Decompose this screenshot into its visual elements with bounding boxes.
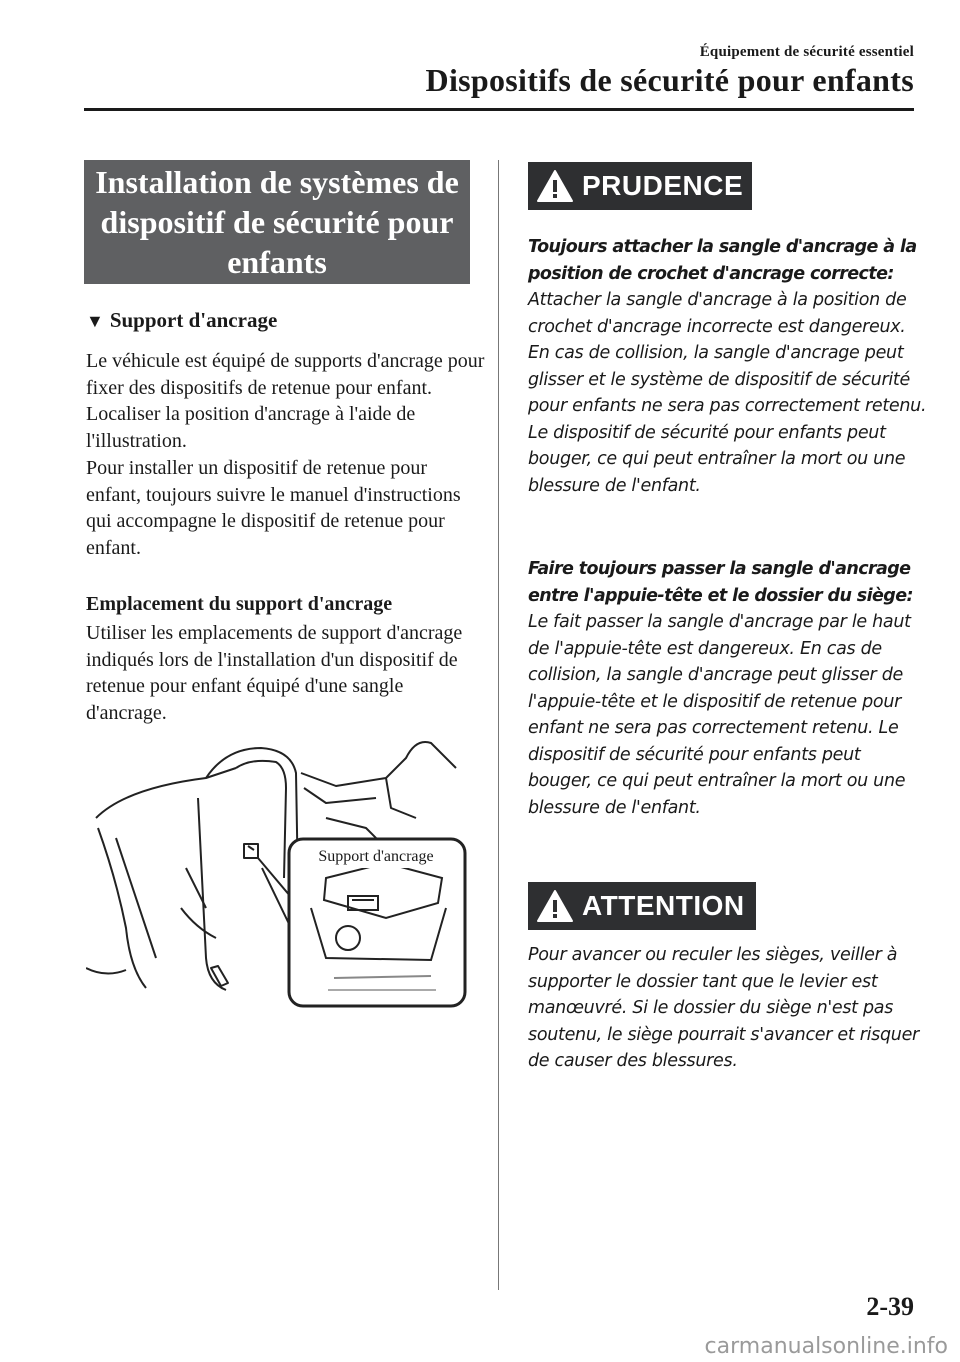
triangle-down-icon: ▼ xyxy=(86,311,104,331)
warning-title: Toujours attacher la sangle d'ancrage à la position de crochet d'ancrage correcte: xyxy=(528,237,917,284)
caution-badge xyxy=(528,162,752,210)
section-heading-line: enfants xyxy=(227,244,327,280)
column-divider xyxy=(498,160,499,1290)
illustration-label: Support d'ancrage xyxy=(318,848,434,865)
warning-triangle-icon xyxy=(536,889,574,923)
warning-triangle-icon xyxy=(536,169,574,203)
header-divider xyxy=(84,108,914,111)
paragraph: Le véhicule est équipé de supports d'ancrage pour fixer des dispositifs de retenue pour enfant. Localiser la position d'ancrage à l'aide de l'illustration. xyxy=(86,350,485,452)
bold-heading: Emplacement du support d'ancrage xyxy=(86,593,393,615)
section-heading-line: dispositif de sécurité pour xyxy=(100,204,454,240)
section-heading xyxy=(84,160,470,284)
caution-label: PRUDENCE xyxy=(582,170,744,201)
watermark: carmanualsonline.info xyxy=(704,1334,948,1359)
warning-block xyxy=(528,234,928,499)
attention-label: ATTENTION xyxy=(582,890,745,921)
subheading xyxy=(86,308,277,333)
warning-text: Le fait passer la sangle d'ancrage par le haut de l'appuie-tête est dangereux. En cas de collision, la sangle d'ancrage peut glisser de l'appuie-tête et le dispositif de retenue pour enfant ne sera pas correctement retenu. Le dispositif de sécurité pour enfants peut bouger, ce qui peut entraîner la mort ou une blessure de l'enfant. xyxy=(528,612,911,818)
paragraph: Utiliser les emplacements de support d'ancrage indiqués lors de l'installation d'un dispositif de retenue pour enfant équipé d'une sangle d'ancrage. xyxy=(86,622,463,724)
page-section-title: Dispositifs de sécurité pour enfants xyxy=(425,62,914,98)
subheading-text: Support d'ancrage xyxy=(109,308,278,332)
page-number: 2-39 xyxy=(866,1292,914,1321)
attention-text: Pour avancer ou reculer les sièges, veiller à supporter le dossier tant que le levier est manœuvré. Si le dossier du siège n'est pas soutenu, le siège pourrait s'avancer et risquer de causer des blessures. xyxy=(528,945,919,1071)
attention-badge xyxy=(528,882,756,930)
anchor-illustration xyxy=(86,728,470,1010)
section-heading-line: Installation de systèmes de xyxy=(95,164,459,200)
warning-text: Attacher la sangle d'ancrage à la position de crochet d'ancrage incorrecte est dangereux. En cas de collision, la sangle d'ancrage peut glisser et le système de dispositif de sécurité pour enfants ne sera pas correctement retenu. Le dispositif de sécurité pour enfants peut bouger, ce qui peut entraîner la mort ou une blessure de l'enfant. xyxy=(528,290,927,496)
paragraph: Pour installer un dispositif de retenue pour enfant, toujours suivre le manuel d'instructions qui accompagne le dispositif de retenue pour enfant. xyxy=(86,457,461,559)
warning-title: Faire toujours passer la sangle d'ancrage entre l'appuie-tête et le dossier du siège: xyxy=(528,559,913,606)
warning-block xyxy=(528,556,928,821)
chapter-title: Équipement de sécurité essentiel xyxy=(699,44,914,60)
